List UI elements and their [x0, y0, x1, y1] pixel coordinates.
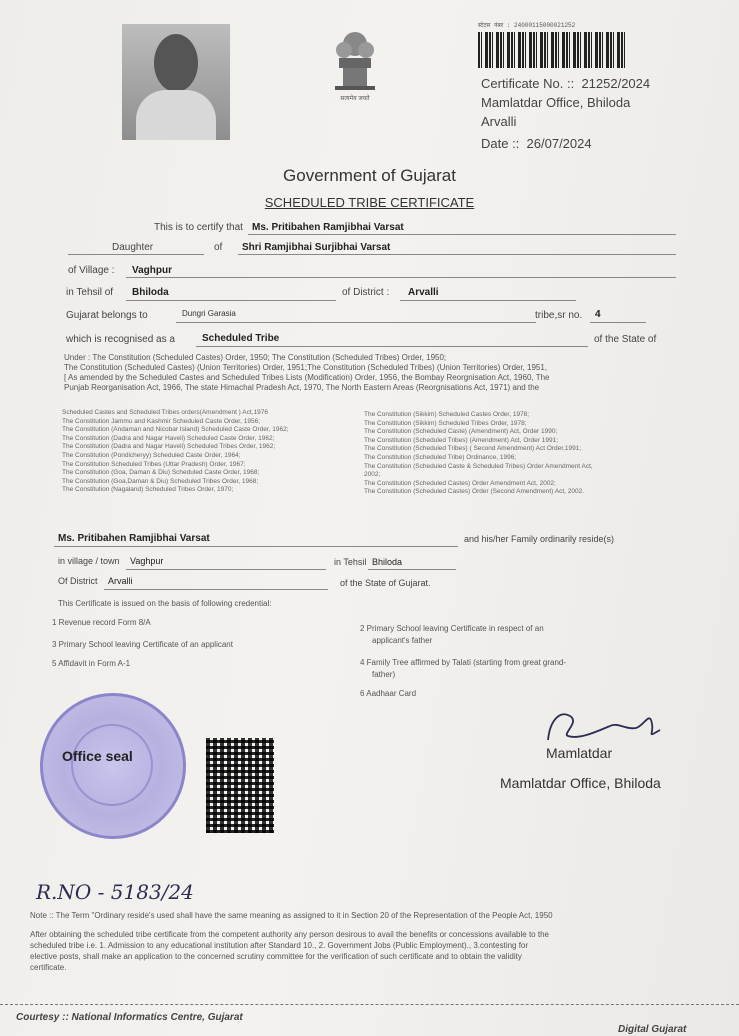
- certify-label: This is to certify that: [154, 222, 243, 233]
- tribe-sr-label: tribe,sr no.: [535, 310, 583, 321]
- credential-2-cont: applicant's father: [372, 636, 433, 645]
- res-state-label: of the State of Gujarat.: [340, 578, 431, 588]
- village: Vaghpur: [132, 265, 173, 276]
- footer-right: Digital Gujarat: [618, 1024, 687, 1035]
- family-label: and his/her Family ordinarily reside(s): [464, 534, 615, 544]
- office-line-2: Arvalli: [481, 114, 517, 129]
- tribe-sr: 4: [595, 309, 601, 320]
- signature: [540, 700, 670, 750]
- orders-right-list: The Constitution (Sikkim) Scheduled Castes Order, 1978; The Constitution (Sikkim) Scheduled Tribes Order, 1978; The Constitution (Scheduled Caste) (Amendment) Act, Order 1990; The Constitution (Scheduled Tribes) (Amendment) Act, Order 1991; The Constitution (Scheduled Tribes) ( Second Amendment) Act Order,1991; The Constitution (Scheduled Tribe) Ordinance, 1996; The Constitution (Scheduled Caste & Scheduled Tribes) Order Amendment Act, 2002; The Constitution (Scheduled Castes) Order Amendment Act, 2002; The Constitution (Scheduled Castes) Order (Second Amendment) Act, 2002.: [364, 411, 593, 496]
- credential-1: 1 Revenue record Form 8/A: [52, 618, 151, 627]
- recognised-label: which is recognised as a: [66, 334, 175, 345]
- office-seal-label: Office seal: [62, 748, 133, 764]
- signatory-title: Mamlatdar: [546, 745, 613, 761]
- tribe-name: Dungri Garasia: [182, 309, 236, 318]
- page-title: Government of Gujarat: [283, 166, 456, 185]
- office-line-1: Mamlatdar Office, Bhiloda: [481, 95, 631, 110]
- credential-3: 3 Primary School leaving Certificate of an applicant: [52, 640, 233, 649]
- res-district-label: Of District: [58, 576, 98, 586]
- credential-5: 5 Affidavit in Form A-1: [52, 659, 131, 668]
- res-district: Arvalli: [108, 576, 133, 586]
- res-tehsil-label: in Tehsil: [334, 557, 367, 567]
- barcode: [478, 32, 628, 68]
- tehsil-label: in Tehsil of: [66, 287, 114, 298]
- state-label: of the State of: [594, 334, 657, 345]
- certificate-date: Date :: 26/07/2024: [481, 136, 592, 151]
- certificate-number: Certificate No. :: 21252/2024: [481, 76, 651, 91]
- credential-6: 6 Aadhaar Card: [360, 689, 417, 698]
- belongs-label: Gujarat belongs to: [66, 310, 148, 321]
- national-emblem-icon: [325, 24, 385, 104]
- applicant-photo: [122, 24, 230, 140]
- person-name: Ms. Pritibahen Ramjibhai Varsat: [252, 222, 404, 233]
- barcode-caption: स्टेटस नंबर : 24000115000021252: [478, 22, 576, 29]
- certificate-subtitle: SCHEDULED TRIBE CERTIFICATE: [264, 195, 475, 210]
- under-text: Under : The Constitution (Scheduled Castes) Order, 1950; The Constitution (Scheduled Tribes) Order, 1950; The Constitution (Scheduled Castes) (Union Territories) Order, 1951;The Constitution (Scheduled Tribes) (Union Territories) Order, 1951, [ As amended by the Scheduled Castes and Scheduled Tribes Lists (Modification) Order, 1956, the Bombay Reorgnisation Act, 1960, The Punjab Reorganisation Act, 1966, The state Himachal Pradesh Act, 1970, The North Eastern Areas (Reorgnisations Act, 1971) and the: [64, 353, 550, 392]
- parent-name: Shri Ramjibhai Surjibhai Varsat: [242, 242, 391, 253]
- note-text: Note :: The Term "Ordinary reside's used shall have the same meaning as assigned to it in Section 20 of the Representation of the People Act, 1950 After obtaining the scheduled tribe certificate from the competent authority any person desirous to avail the benefits or concessions available to the scheduled tribe i.e. 1. Admission to any educational institution after Standard 10., 2. Government Jobs (Public Employment)., 3.contesting for elective posts, shall make an application to the concerned scrutiny committee for the verification of such certificate and to obtain the validity certificate.: [30, 911, 553, 972]
- recognised-as: Scheduled Tribe: [202, 333, 280, 344]
- handwritten-reference: R.NO - 5183/24: [36, 880, 194, 904]
- footer-courtesy: Courtesy :: National Informatics Centre, Gujarat: [16, 1012, 243, 1023]
- district-label: of District :: [342, 287, 390, 298]
- tehsil: Bhiloda: [132, 287, 169, 298]
- office-seal-stamp: [40, 693, 186, 839]
- credential-2: 2 Primary School leaving Certificate in respect of an: [360, 624, 544, 633]
- orders-left-list: Scheduled Castes and Scheduled Tribes orders(Amendment ) Act,1976 The Constitution Jammu and Kashmir Scheduled Caste Order, 1956; The Constitution (Andaman and Nicobar Island) Scheduled Caste Order, 1962; The Constitution (Dadra and Nagar Haveli) Scheduled Caste Order, 1962; The Constitution (Dadra and Nagar Haveli) Scheduled Tribes Order, 1962; The Constitution (Pondicheryy) Scheduled Caste Order, 1964; The Constitution Scheduled Tribes (Uttar Pradesh) Order, 1967; The Constitution (Goa, Daman & Diu) Scheduled Caste Order, 1968; The Constitution (Goa,Daman & Diu) Scheduled Tribes Order, 1968; The Constitution (Nagaland) Scheduled Tribes Order, 1970;: [62, 409, 289, 494]
- res-village: Vaghpur: [130, 556, 164, 566]
- credential-4-cont: father): [372, 670, 396, 679]
- res-tehsil: Bhiloda: [372, 557, 403, 567]
- of-label: of: [214, 242, 223, 253]
- footer-divider: [0, 1004, 739, 1005]
- credentials-intro: This Certificate is issued on the basis of following credential:: [58, 599, 272, 608]
- signatory-office: Mamlatdar Office, Bhiloda: [500, 775, 661, 791]
- credential-4: 4 Family Tree affirmed by Talati (starting from great grand-: [360, 658, 567, 667]
- village-label: of Village :: [68, 265, 115, 276]
- emblem-caption: सत्यमेव जयते: [340, 96, 370, 102]
- relation: Daughter: [112, 242, 154, 253]
- district: Arvalli: [408, 287, 439, 298]
- residence-name: Ms. Pritibahen Ramjibhai Varsat: [58, 533, 210, 544]
- qr-code: [206, 738, 274, 833]
- res-village-label: in village / town: [58, 556, 120, 566]
